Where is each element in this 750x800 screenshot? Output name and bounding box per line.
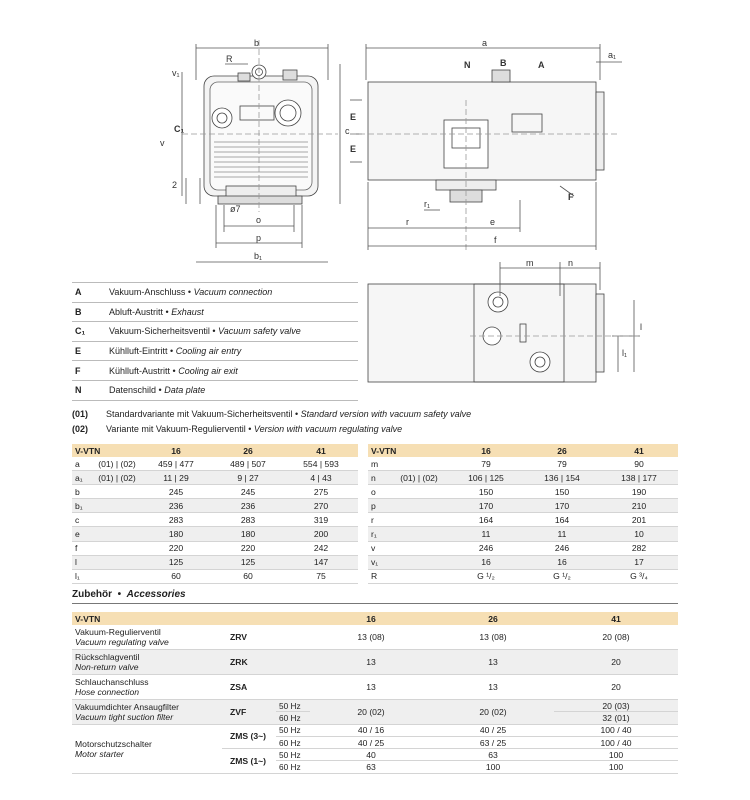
table-row: 60 Hz 32 (01): [72, 712, 678, 724]
dimension-value: 60: [140, 569, 212, 583]
dimension-value: 125: [140, 555, 212, 569]
accessory-model: ZRV: [222, 625, 276, 650]
accessory-model: ZSA: [222, 675, 276, 700]
legend-row: [72, 282, 358, 302]
variant-note: [390, 527, 448, 541]
dimension-value: 60: [212, 569, 284, 583]
header-size-26: 26: [524, 444, 600, 457]
dimension-value: 190: [600, 485, 678, 499]
dimension-symbol: l₁: [72, 569, 94, 583]
dimension-value: 11: [524, 527, 600, 541]
dimension-value: 9 | 27: [212, 471, 284, 485]
dimension-symbol: n: [368, 471, 390, 485]
table-row: [368, 457, 678, 471]
header-model: V-VTN: [72, 444, 140, 457]
dimension-value: 245: [212, 485, 284, 499]
header-size-16: 16: [310, 612, 432, 625]
variant-note: [94, 555, 140, 569]
variant-note: [94, 527, 140, 541]
dim-f-label: f: [494, 235, 497, 245]
table-row: [368, 569, 678, 583]
dimension-value: 200: [284, 527, 358, 541]
table-row: Schlauchanschluss Hose connection ZSA 13 13 20: [72, 675, 678, 700]
table-row: [368, 499, 678, 513]
legend-code: E: [75, 346, 82, 357]
dim-phi7-label: ø7: [230, 204, 241, 214]
dimension-value: 242: [284, 541, 358, 555]
dimension-value: 125: [212, 555, 284, 569]
dimension-value: 11 | 29: [140, 471, 212, 485]
dimension-value: 246: [448, 541, 524, 555]
dimension-value: 459 | 477: [140, 457, 212, 471]
marker-F-label: F: [568, 192, 574, 202]
variant-note: [390, 457, 448, 471]
dimension-symbol: m: [368, 457, 390, 471]
dimension-value: 79: [448, 457, 524, 471]
dimension-value: 180: [212, 527, 284, 541]
accessory-name: Vakuum-Regulierventil Vacuum regulating valve: [72, 625, 222, 650]
variant-note: [390, 513, 448, 527]
dimension-value: 210: [600, 499, 678, 513]
note-line: (01) Standardvariante mit Vakuum-Sicherheitsventil • Standard version with vacuum safety valve: [72, 409, 472, 419]
variant-note: [390, 499, 448, 513]
marker-B-label: B: [500, 58, 507, 68]
variant-note: [94, 485, 140, 499]
dimension-value: 4 | 43: [284, 471, 358, 485]
top-view: [368, 262, 640, 382]
dimension-value: 90: [600, 457, 678, 471]
header-size-41: 41: [554, 612, 678, 625]
dim-e-label: e: [490, 217, 496, 227]
table-row: Rückschlagventil Non-return valve ZRK 13 13 20: [72, 650, 678, 675]
accessory-model: ZVF: [222, 700, 276, 725]
dimension-symbol: e: [72, 527, 94, 541]
marker-E2-label: E: [350, 144, 357, 154]
dim-m-label: m: [526, 258, 534, 268]
variant-note: [94, 513, 140, 527]
dimension-symbol: a: [72, 457, 94, 471]
accessory-model: ZMS (1~): [222, 749, 276, 774]
dim-R-label: R: [226, 54, 233, 64]
header-size-26: 26: [432, 612, 554, 625]
accessories-table: [72, 612, 678, 774]
dimension-value: 282: [600, 541, 678, 555]
dimension-value: 138 | 177: [600, 471, 678, 485]
dimension-value: 17: [600, 555, 678, 569]
dimension-value: 150: [524, 485, 600, 499]
legend-text: Kühlluft-Eintritt • Cooling air entry: [109, 346, 242, 357]
dim-r-label: r: [406, 217, 409, 227]
dimension-value: 201: [600, 513, 678, 527]
accessory-model: ZRK: [222, 650, 276, 675]
variant-note: [94, 541, 140, 555]
dimension-value: 270: [284, 499, 358, 513]
header-model: V-VTN: [72, 612, 310, 625]
dimension-symbol: r: [368, 513, 390, 527]
dimension-value: 236: [212, 499, 284, 513]
header-model: V-VTN: [368, 444, 448, 457]
dimension-value: G ¹/₂: [524, 569, 600, 583]
header-size-16: 16: [448, 444, 524, 457]
dimension-symbol: a₁: [72, 471, 94, 485]
table-header: [72, 444, 358, 457]
table-row: [368, 471, 678, 485]
marker-A-label: A: [538, 60, 545, 70]
table-row: [72, 471, 358, 485]
accessory-name: Vakuumdichter Ansaugfilter Vacuum tight suction filter: [72, 700, 222, 725]
dimension-value: 319: [284, 513, 358, 527]
variant-note: (01) | (02): [94, 471, 140, 485]
dimension-value: 136 | 154: [524, 471, 600, 485]
legend-text: Vakuum-Anschluss • Vacuum connection: [109, 287, 273, 298]
dim-l-label: l: [640, 322, 642, 332]
dimension-symbol: b₁: [72, 499, 94, 513]
dimension-value: 283: [212, 513, 284, 527]
dim-p-label: p: [256, 233, 262, 243]
table-row: [368, 555, 678, 569]
variant-note: [390, 569, 448, 583]
dimension-value: 180: [140, 527, 212, 541]
dim-b-label: b: [254, 38, 260, 48]
legend-list: [72, 282, 358, 401]
dimension-symbol: r₁: [368, 527, 390, 541]
variant-note: [390, 541, 448, 555]
dimension-value: 236: [140, 499, 212, 513]
table-row: [72, 555, 358, 569]
table-row: ZMS (1~) 50 Hz 40 63 100: [72, 749, 678, 761]
legend-row: [72, 380, 358, 401]
table-row: [368, 513, 678, 527]
table-row: [72, 527, 358, 541]
dimension-value: 170: [524, 499, 600, 513]
dim-v-label: v: [160, 138, 165, 148]
accessory-name: Rückschlagventil Non-return valve: [72, 650, 222, 675]
dim-a1-label: a₁: [608, 50, 617, 60]
accessory-model: ZMS (3~): [222, 724, 276, 749]
dimension-value: 164: [448, 513, 524, 527]
variant-note: [94, 499, 140, 513]
dim-n-label: n: [568, 258, 574, 268]
table-header: [368, 444, 678, 457]
dim-r1-label: r₁: [424, 199, 431, 209]
table-row: [72, 513, 358, 527]
dimension-value: 220: [140, 541, 212, 555]
table-row: [72, 569, 358, 583]
dimension-value: 10: [600, 527, 678, 541]
dimension-table-right: [368, 444, 678, 584]
legend-row: [72, 341, 358, 361]
variant-note: [390, 555, 448, 569]
dimension-symbol: f: [72, 541, 94, 555]
table-row: [368, 527, 678, 541]
dimension-value: 106 | 125: [448, 471, 524, 485]
dimension-value: 245: [140, 485, 212, 499]
table-row: [368, 541, 678, 555]
dimension-value: 16: [524, 555, 600, 569]
dimension-value: 170: [448, 499, 524, 513]
table-row: Vakuum-Regulierventil Vacuum regulating valve ZRV 13 (08) 13 (08) 20 (08): [72, 625, 678, 650]
dimension-value: 554 | 593: [284, 457, 358, 471]
legend-text: Vakuum-Sicherheitsventil • Vacuum safety valve: [109, 326, 301, 337]
dimension-value: G ¹/₂: [448, 569, 524, 583]
legend-code: C₁: [75, 326, 86, 337]
table-row: 60 Hz 40 / 25 63 / 25 100 / 40: [72, 736, 678, 748]
accessories-title: Zubehör • Accessories: [72, 589, 186, 600]
variant-note: [94, 569, 140, 583]
accessory-name: Motorschutzschalter Motor starter: [72, 724, 222, 773]
table-row: [72, 457, 358, 471]
legend-text: Abluft-Austritt • Exhaust: [109, 306, 204, 317]
marker-E1-label: E: [350, 112, 357, 122]
legend-text: Datenschild • Data plate: [109, 385, 206, 396]
marker-N-label: N: [464, 60, 471, 70]
legend-row: [72, 321, 358, 341]
accessories-divider: [72, 603, 678, 604]
version-notes: [72, 407, 471, 437]
dimension-value: 11: [448, 527, 524, 541]
dim-b1-label: b₁: [254, 251, 263, 261]
legend-code: N: [75, 385, 82, 396]
dimension-value: 164: [524, 513, 600, 527]
dimension-symbol: b: [72, 485, 94, 499]
dimension-value: 75: [284, 569, 358, 583]
dimension-symbol: o: [368, 485, 390, 499]
table-row: [72, 485, 358, 499]
variant-note: [390, 485, 448, 499]
dimension-value: 220: [212, 541, 284, 555]
header-size-41: 41: [600, 444, 678, 457]
variant-note: (01) | (02): [390, 471, 448, 485]
dimension-symbol: p: [368, 499, 390, 513]
legend-text: Kühlluft-Austritt • Cooling air exit: [109, 365, 238, 376]
legend-row: [72, 360, 358, 380]
dimension-table-left: [72, 444, 358, 584]
dimension-value: 150: [448, 485, 524, 499]
dimension-value: 147: [284, 555, 358, 569]
legend-code: B: [75, 306, 82, 317]
dimension-value: 246: [524, 541, 600, 555]
legend-row: [72, 302, 358, 322]
dimension-value: G ³/₄: [600, 569, 678, 583]
dim-o-label: o: [256, 215, 262, 225]
dimension-symbol: v₁: [368, 555, 390, 569]
table-row: Vakuumdichter Ansaugfilter Vacuum tight suction filter ZVF 50 Hz 20 (02) 20 (02) 20 (03): [72, 700, 678, 712]
header-size-26: 26: [212, 444, 284, 457]
dimension-value: 16: [448, 555, 524, 569]
dimension-value: 79: [524, 457, 600, 471]
table-row: [72, 541, 358, 555]
dimension-value: 489 | 507: [212, 457, 284, 471]
dimension-symbol: R: [368, 569, 390, 583]
table-row: [368, 485, 678, 499]
dimension-value: 275: [284, 485, 358, 499]
table-header: [72, 612, 678, 625]
accessory-name: Schlauchanschluss Hose connection: [72, 675, 222, 700]
dimension-symbol: v: [368, 541, 390, 555]
dim-l1-label: l₁: [622, 348, 628, 358]
note-line: (02) Variante mit Vakuum-Regulierventil • Version with vacuum regulating valve: [72, 424, 403, 434]
marker-C1-label: C₁: [174, 124, 185, 134]
dim-v1-label: v₁: [172, 68, 180, 78]
table-row: [72, 499, 358, 513]
header-size-41: 41: [284, 444, 358, 457]
legend-code: A: [75, 287, 82, 298]
dimension-symbol: c: [72, 513, 94, 527]
table-row: 60 Hz 63 100 100: [72, 761, 678, 773]
table-row: Motorschutzschalter Motor starter ZMS (3~) 50 Hz 40 / 16 40 / 25 100 / 40: [72, 724, 678, 736]
header-size-16: 16: [140, 444, 212, 457]
variant-note: (01) | (02): [94, 457, 140, 471]
dimension-symbol: l: [72, 555, 94, 569]
dim-2-label: 2: [172, 180, 178, 190]
dimension-value: 283: [140, 513, 212, 527]
dim-a-label: a: [482, 38, 488, 48]
legend-code: F: [75, 365, 81, 376]
dim-c-label: c: [345, 126, 350, 136]
